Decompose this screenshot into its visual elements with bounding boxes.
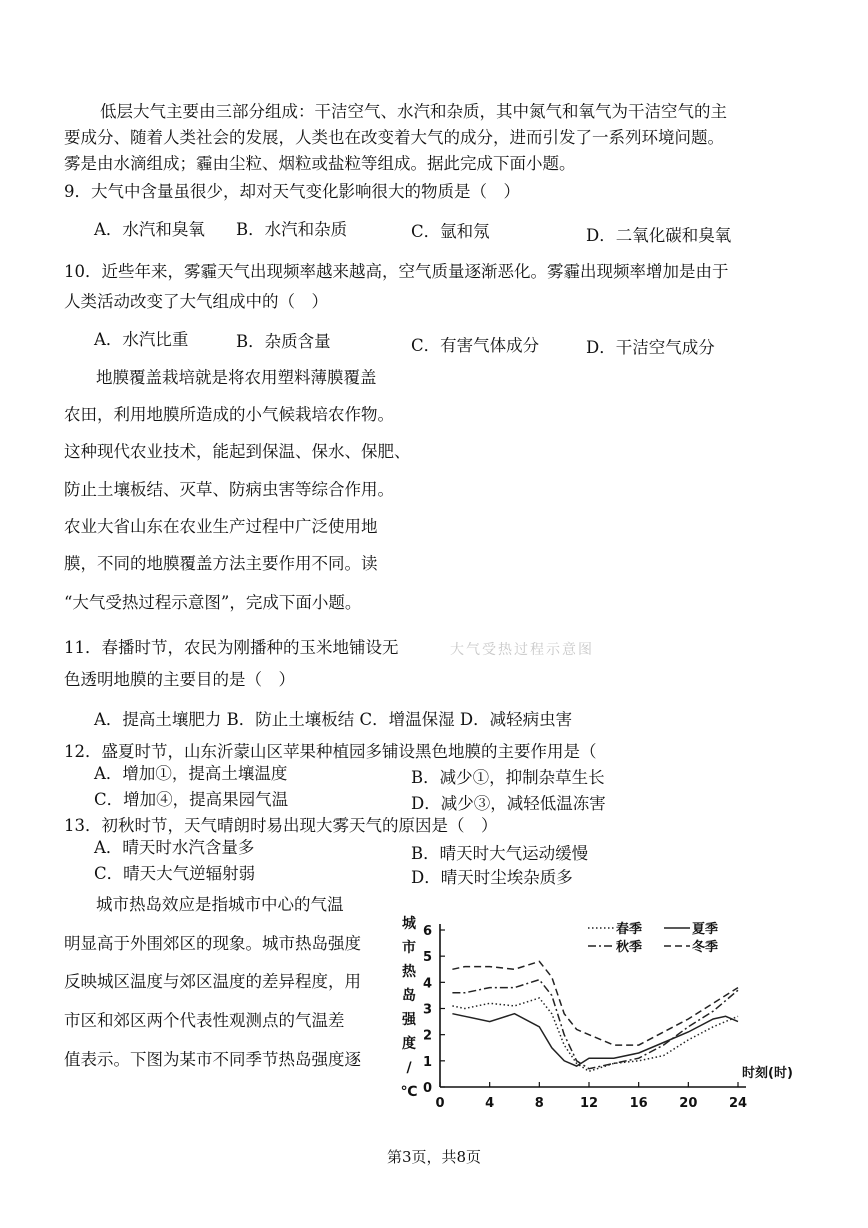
intro3-line-4: 市区和郊区两个代表性观测点的气温差: [64, 1011, 345, 1030]
intro2-line-5: 农业大省山东在农业生产过程中广泛使用地: [64, 517, 378, 536]
y-tick-label: 5: [422, 950, 432, 966]
x-axis-label: 时刻(时): [742, 1066, 793, 1081]
y-tick-label: 3: [422, 1002, 432, 1018]
intro3-line-1: 城市热岛效应是指城市中心的气温: [96, 895, 344, 914]
q13-option-a[interactable]: A．晴天时水汽含量多: [94, 838, 255, 857]
y-tick-label: 4: [422, 976, 432, 992]
y-axis-label-char: 市: [402, 940, 416, 956]
y-axis-label-char: ℃: [400, 1084, 418, 1100]
q10-stem-line-1: 10．近些年来，雾霾天气出现频率越来越高，空气质量逐渐恶化。雾霾出现频率增加是由于: [64, 262, 729, 281]
q10-stem-line-2: 人类活动改变了大气组成中的（ ）: [64, 292, 328, 311]
x-tick-label: 4: [485, 1096, 495, 1111]
intro3-line-3: 反映城区温度与郊区温度的差异程度，用: [64, 972, 361, 991]
q12-stem: 12．盛夏时节，山东沂蒙山区苹果种植园多铺设黑色地膜的主要作用是（: [64, 742, 597, 761]
q10-option-d[interactable]: D．干洁空气成分: [586, 338, 715, 357]
q13-stem: 13．初秋时节，天气晴朗时易出现大雾天气的原因是（ ）: [64, 816, 498, 835]
legend-label-3: 秋季: [616, 940, 643, 955]
legend-label-1: 春季: [616, 922, 643, 937]
intro3-line-2: 明显高于外围郊区的现象。城市热岛强度: [64, 934, 361, 953]
series-line-4: [452, 961, 738, 1045]
intro2-line-3: 这种现代农业技术，能起到保温、保水、保肥、: [64, 442, 411, 461]
q11-options[interactable]: A．提高土壤肥力 B．防止土壤板结 C．增温保湿 D．减轻病虫害: [94, 710, 573, 729]
heat-island-chart: [392, 912, 812, 1122]
series-line-1: [452, 998, 738, 1071]
q9-option-d[interactable]: D．二氧化碳和臭氧: [586, 226, 732, 245]
faded-diagram-caption: 大气受热过程示意图: [450, 642, 594, 658]
y-axis-label-char: 城: [402, 916, 416, 932]
legend-label-4: 冬季: [692, 940, 719, 955]
series-line-2: [452, 1014, 738, 1066]
intro1-line-1: 低层大气主要由三部分组成：干洁空气、水汽和杂质，其中氮气和氧气为干洁空气的主: [100, 102, 727, 121]
y-axis-label-char: /: [406, 1060, 412, 1076]
q9-stem: 9．大气中含量虽很少，却对天气变化影响很大的物质是（ ）: [64, 182, 520, 201]
series-line-3: [452, 980, 738, 1069]
intro2-line-4: 防止土壤板结、灭草、防病虫害等综合作用。: [64, 480, 394, 499]
q10-option-b[interactable]: B．杂质含量: [236, 332, 331, 351]
intro1-line-2: 要成分、随着人类社会的发展，人类也在改变着大气的成分，进而引发了一系列环境问题。: [64, 128, 724, 147]
x-tick-label: 16: [629, 1096, 648, 1111]
y-axis-label-char: 强: [402, 1012, 416, 1028]
y-axis-label-char: 岛: [402, 988, 416, 1004]
q13-option-d[interactable]: D．晴天时尘埃杂质多: [411, 868, 573, 887]
intro2-line-2: 农田，利用地膜所造成的小气候栽培农作物。: [64, 405, 394, 424]
q11-stem-line-2: 色透明地膜的主要目的是（ ）: [64, 670, 295, 689]
intro1-line-3: 雾是由水滴组成；霾由尘粒、烟粒或盐粒等组成。据此完成下面小题。: [64, 154, 576, 173]
x-tick-label: 24: [728, 1096, 748, 1111]
x-tick-label: 0: [435, 1096, 445, 1111]
y-tick-label: 1: [422, 1054, 432, 1070]
page-number: 第3页，共8页: [386, 1148, 482, 1166]
q13-option-c[interactable]: C．晴天大气逆辐射弱: [94, 864, 256, 883]
q11-stem-line-1: 11．春播时节，农民为刚播种的玉米地铺设无: [64, 638, 399, 657]
x-tick-label: 12: [579, 1096, 599, 1111]
q12-option-b[interactable]: B．减少①，抑制杂草生长: [411, 768, 605, 787]
q10-option-a[interactable]: A．水汽比重: [94, 330, 189, 349]
x-tick-label: 8: [534, 1096, 544, 1111]
q12-option-a[interactable]: A．增加①，提高土壤温度: [94, 764, 288, 783]
y-tick-label: 2: [422, 1028, 432, 1044]
q9-option-c[interactable]: C．氩和氖: [411, 222, 490, 241]
y-axis-label-char: 度: [402, 1036, 416, 1052]
legend-label-2: 夏季: [692, 922, 719, 937]
q10-option-c[interactable]: C．有害气体成分: [411, 336, 540, 355]
y-tick-label: 6: [422, 924, 432, 939]
q9-option-b[interactable]: B．水汽和杂质: [236, 220, 348, 239]
intro3-line-5: 值表示。下图为某市不同季节热岛强度逐: [64, 1050, 361, 1069]
y-tick-label: 0: [422, 1081, 432, 1096]
intro2-line-6: 膜，不同的地膜覆盖方法主要作用不同。读: [64, 554, 378, 573]
intro2-line-7: “大气受热过程示意图”，完成下面小题。: [64, 593, 362, 612]
q9-option-a[interactable]: A．水汽和臭氧: [94, 220, 205, 239]
q12-option-c[interactable]: C．增加④，提高果园气温: [94, 790, 289, 809]
q12-option-d[interactable]: D．减少③，减轻低温冻害: [411, 794, 606, 813]
y-axis-label-char: 热: [402, 964, 416, 980]
x-tick-label: 20: [679, 1096, 698, 1111]
intro2-line-1: 地膜覆盖栽培就是将农用塑料薄膜覆盖: [96, 368, 377, 387]
q13-option-b[interactable]: B．晴天时大气运动缓慢: [411, 844, 589, 863]
